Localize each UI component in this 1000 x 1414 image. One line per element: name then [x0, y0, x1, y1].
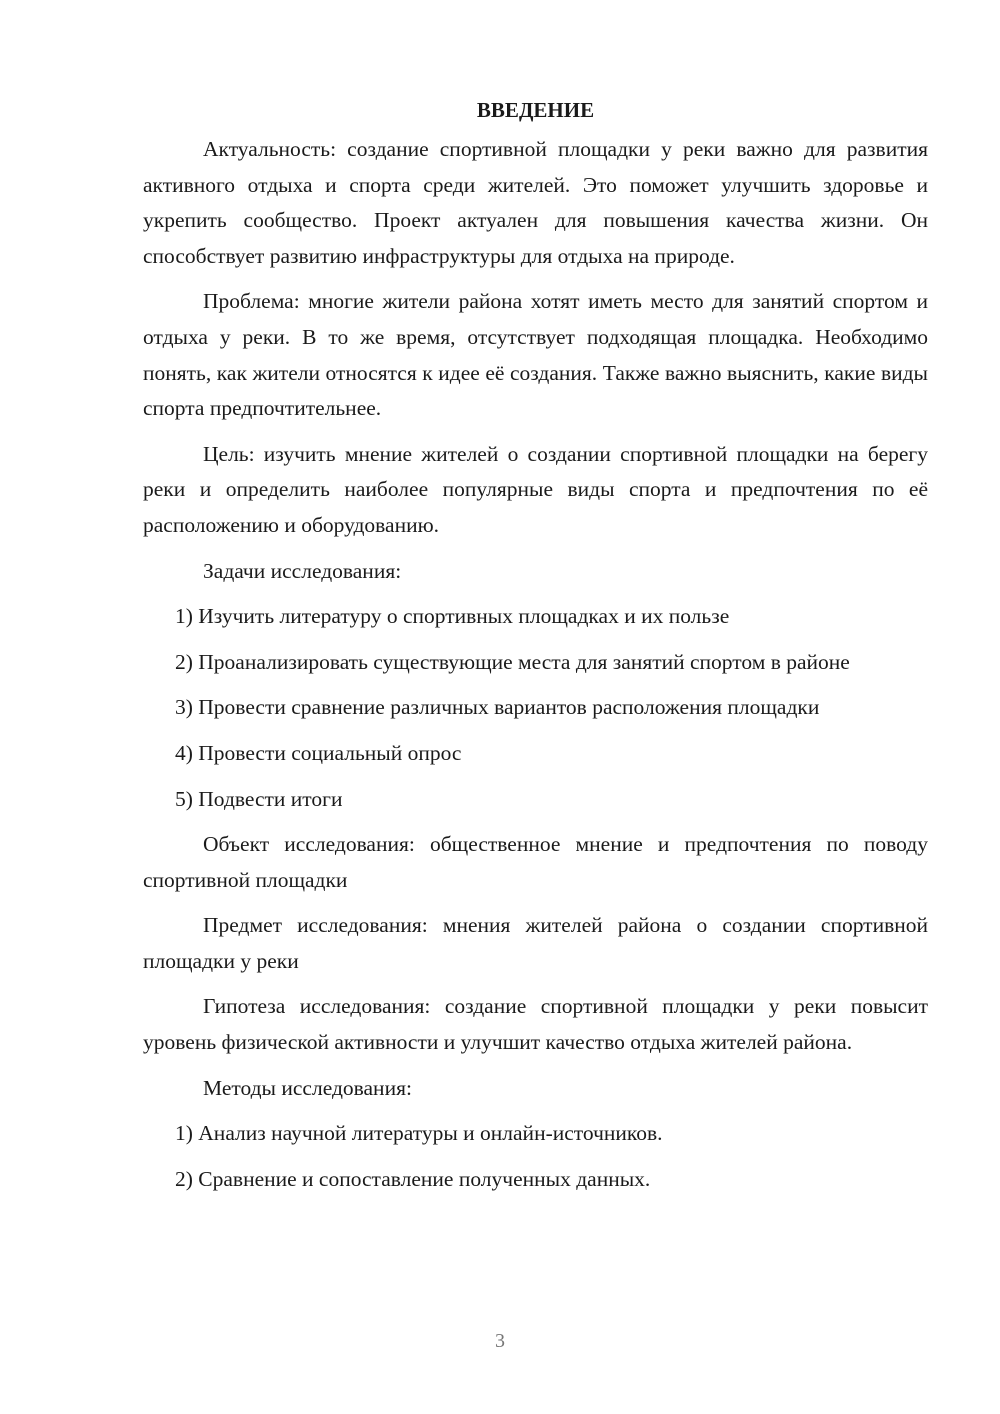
object-paragraph: Объект исследования: общественное мнение и предпочтения по поводу спортивной площадки: [143, 832, 928, 892]
relevance-paragraph: Актуальность: создание спортивной площадки у реки важно для развития активного отдыха и спорта среди жителей. Это поможет улучшить здоровье и укрепить сообщество. Проект актуален для повышения качества жизни. Он способствует развитию инфраструктуры для отдыха на природе.: [143, 137, 928, 268]
page-number: 3: [495, 1330, 505, 1352]
problem-paragraph: Проблема: многие жители района хотят иметь место для занятий спортом и отдыха у реки. В то же время, отсутствует подходящая площадка. Необходимо понять, как жители относятся к идее её создания. Также важно выяснить, какие виды спорта предпочтительнее.: [143, 289, 928, 421]
document-page: [143, 94, 928, 1207]
task-item: 4) Провести социальный опрос: [175, 740, 462, 765]
tasks-heading: Задачи исследования:: [203, 558, 402, 583]
methods-heading: Методы исследования:: [203, 1075, 412, 1100]
task-item: 3) Провести сравнение различных вариантов расположения площадки: [175, 695, 820, 720]
subject-paragraph: Предмет исследования: мнения жителей района о создании спортивной площадки у реки: [143, 913, 928, 973]
task-item: 2) Проанализировать существующие места для занятий спортом в районе: [175, 649, 850, 674]
task-item: 5) Подвести итоги: [175, 786, 343, 811]
section-title: ВВЕДЕНИЕ: [476, 98, 595, 122]
hypothesis-paragraph: Гипотеза исследования: создание спортивной площадки у реки повысит уровень физической активности и улучшит качество отдыха жителей района.: [143, 994, 928, 1055]
goal-paragraph: Цель: изучить мнение жителей о создании спортивной площадки на берегу реки и определить наиболее популярные виды спорта и предпочтения по её расположению и оборудованию.: [143, 441, 928, 537]
task-item: 1) Изучить литературу о спортивных площадках и их пользе: [175, 604, 730, 629]
method-item: 2) Сравнение и сопоставление полученных данных.: [175, 1166, 651, 1191]
method-item: 1) Анализ научной литературы и онлайн-источников.: [175, 1121, 663, 1146]
